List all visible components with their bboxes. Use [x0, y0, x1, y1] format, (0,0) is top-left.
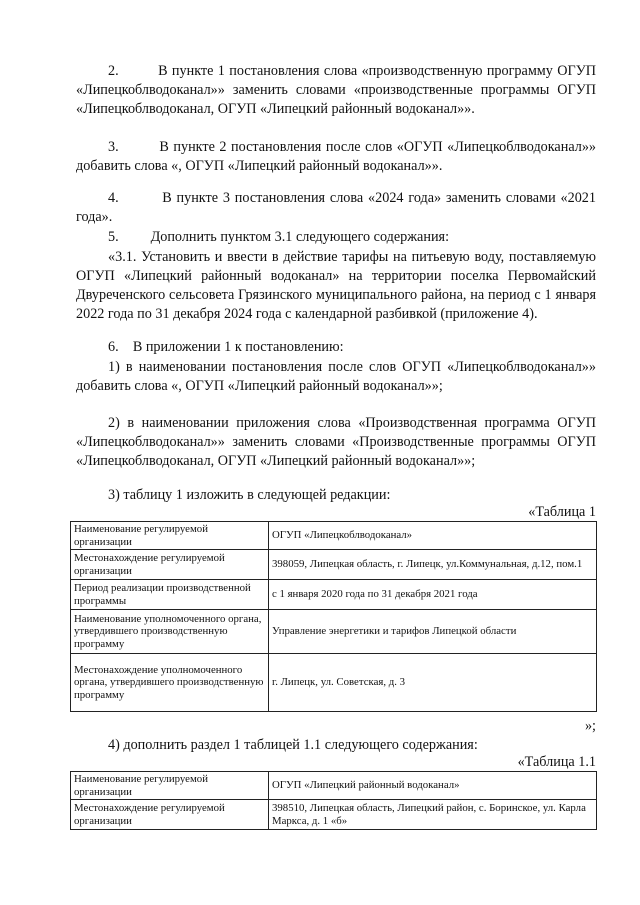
table-cell: г. Липецк, ул. Советская, д. 3 — [269, 654, 597, 712]
paragraph-5-text: Дополнить пунктом 3.1 следующего содержания: — [150, 229, 450, 245]
paragraph-2 — [76, 62, 596, 119]
table-row — [71, 610, 597, 654]
table-cell: ОГУП «Липецкий районный водоканал» — [269, 772, 597, 800]
table-cell: Местонахождение регулируемой организации — [71, 800, 269, 830]
table-cell: Наименование уполномоченного органа, утвердившего производственную программу — [71, 610, 269, 654]
paragraph-4-text: В пункте 3 постановления слова «2024 года» заменить словами «2021 года». — [76, 190, 596, 225]
paragraph-2-text: В пункте 1 постановления слова «производственную программу ОГУП «Липецкоблводоканал»» заменить словами «производственные программы ОГУП «Липецкоблводоканал, ОГУП «Липецкий районный водоканал»». — [76, 63, 596, 117]
table-1-1 — [70, 771, 597, 830]
table-cell: Наименование регулируемой организации — [71, 522, 269, 550]
paragraph-5 — [76, 228, 596, 247]
paragraph-5-number: 5. — [108, 229, 119, 245]
table-1-closing: »; — [584, 718, 596, 734]
paragraph-3-number: 3. — [108, 139, 119, 155]
table-cell: Местонахождение регулируемой организации — [71, 550, 269, 580]
table-row — [71, 522, 597, 550]
table-cell: Местонахождение уполномоченного органа, утвердившего производственную программу — [71, 654, 269, 712]
paragraph-6-number: 6. — [108, 339, 119, 355]
table-row — [71, 550, 597, 580]
paragraph-6-item-3: 3) таблицу 1 изложить в следующей редакции: — [108, 487, 391, 503]
paragraph-6 — [76, 338, 596, 357]
paragraph-6-text: В приложении 1 к постановлению: — [132, 339, 344, 355]
table-cell: Управление энергетики и тарифов Липецкой области — [269, 610, 597, 654]
paragraph-5-quote: «3.1. Установить и ввести в действие тарифы на питьевую воду, поставляемую ОГУП «Липецкий районный водоканал» на территории поселка Первомайский Двуреченского сельсовета Грязинского муниципального района, на период с 1 января 2022 года по 31 декабря 2024 года с календарной разбивкой (приложение 4). — [76, 249, 596, 322]
table-cell: с 1 января 2020 года по 31 декабря 2021 года — [269, 580, 597, 610]
table-row — [71, 654, 597, 712]
table-cell: Наименование регулируемой организации — [71, 772, 269, 800]
table-cell: 398510, Липецкая область, Липецкий район, с. Боринское, ул. Карла Маркса, д. 1 «б» — [269, 800, 597, 830]
table-1-1-caption: «Таблица 1.1 — [517, 754, 596, 770]
paragraph-6-item-4: 4) дополнить раздел 1 таблицей 1.1 следующего содержания: — [108, 737, 478, 753]
paragraph-4-number: 4. — [108, 190, 119, 206]
table-1-caption: «Таблица 1 — [528, 504, 596, 520]
paragraph-4 — [76, 189, 596, 227]
table-1 — [70, 521, 597, 712]
paragraph-2-number: 2. — [108, 63, 119, 79]
table-cell: ОГУП «Липецкоблводоканал» — [269, 522, 597, 550]
table-cell: 398059, Липецкая область, г. Липецк, ул.Коммунальная, д.12, пом.1 — [269, 550, 597, 580]
table-row — [71, 800, 597, 830]
table-row — [71, 772, 597, 800]
paragraph-6-item-2: 2) в наименовании приложения слова «Производственная программа ОГУП «Липецкоблводоканал»» заменить словами «Производственные программы ОГУП «Липецкоблводоканал, ОГУП «Липецкий районный водоканал»»; — [76, 415, 596, 469]
paragraph-3 — [76, 138, 596, 176]
paragraph-3-text: В пункте 2 постановления после слов «ОГУП «Липецкоблводоканал»» добавить слова «, ОГУП «Липецкий районный водоканал»». — [76, 139, 597, 174]
paragraph-6-item-1: 1) в наименовании постановления после слов ОГУП «Липецкоблводоканал»» добавить слова «, ОГУП «Липецкий районный водоканал»»; — [76, 359, 596, 394]
table-cell: Период реализации производственной программы — [71, 580, 269, 610]
table-row — [71, 580, 597, 610]
